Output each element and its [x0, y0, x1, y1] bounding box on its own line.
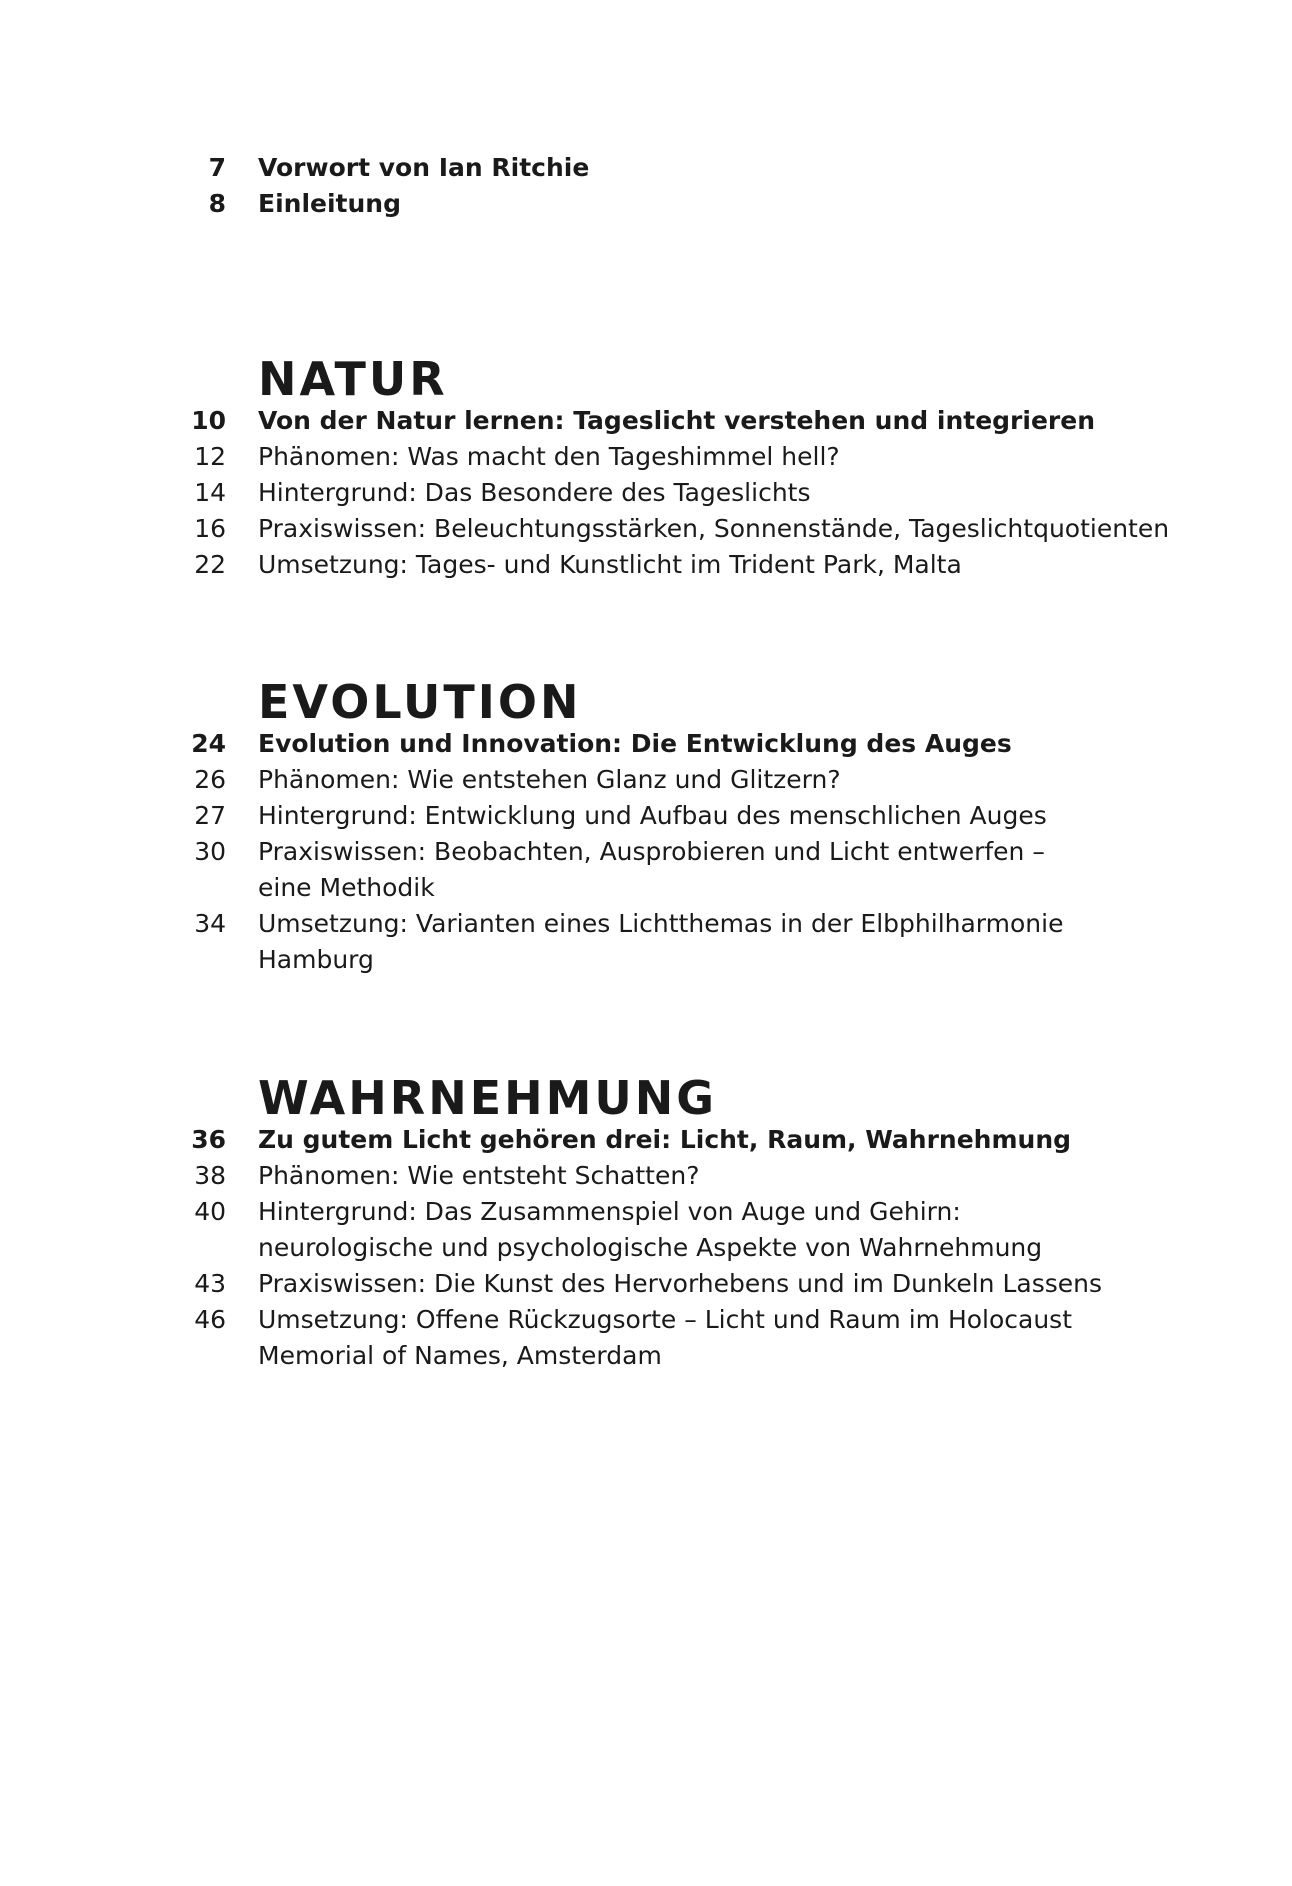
section-entries-natur: [180, 403, 1180, 583]
entry-title: Hintergrund: Das Besondere des Tageslichts: [258, 478, 811, 507]
entry-title: [258, 834, 1180, 906]
entry-title: Phänomen: Wie entsteht Schatten?: [258, 1161, 700, 1190]
entry-title-line: Hintergrund: Das Zusammenspiel von Auge und Gehirn:: [258, 1197, 961, 1226]
page-number: 27: [194, 801, 226, 830]
toc-entry[interactable]: [180, 511, 1180, 547]
toc-entry[interactable]: [180, 1266, 1180, 1302]
entry-title: Praxiswissen: Beleuchtungsstärken, Sonnenstände, Tageslichtquotienten: [258, 514, 1170, 543]
section-heading-natur: NATUR: [258, 352, 448, 406]
entry-title: Evolution und Innovation: Die Entwicklung des Auges: [258, 729, 1012, 758]
page-number: 46: [194, 1305, 226, 1334]
entry-title: Vorwort von Ian Ritchie: [258, 153, 590, 182]
page-number: 26: [194, 765, 226, 794]
page-number: 12: [194, 442, 226, 471]
page-number: 14: [194, 478, 226, 507]
page-number: 8: [208, 189, 226, 218]
toc-entry[interactable]: [180, 439, 1180, 475]
entry-title: Praxiswissen: Die Kunst des Hervorhebens und im Dunkeln Lassens: [258, 1269, 1103, 1298]
section-entries-wahrnehmung: [180, 1122, 1180, 1374]
entry-title-line: Praxiswissen: Beobachten, Ausprobieren und Licht entwerfen –: [258, 837, 1045, 866]
entry-title-line: Hamburg: [258, 945, 374, 974]
page-number: 24: [191, 729, 226, 758]
page-number: 16: [194, 514, 226, 543]
page-number: 36: [191, 1125, 226, 1154]
entry-title: Zu gutem Licht gehören drei: Licht, Raum, Wahrnehmung: [258, 1125, 1072, 1154]
entry-title: Von der Natur lernen: Tageslicht verstehen und integrieren: [258, 406, 1095, 435]
toc-entry[interactable]: [180, 1302, 1180, 1374]
toc-entry[interactable]: [180, 762, 1180, 798]
toc-entry[interactable]: [180, 726, 1180, 762]
toc-entry[interactable]: [180, 906, 1180, 978]
toc-entry[interactable]: [180, 1122, 1180, 1158]
intro-entries: [180, 150, 1180, 222]
page-number: 38: [194, 1161, 226, 1190]
page-number: 30: [194, 837, 226, 866]
toc-entry[interactable]: [180, 475, 1180, 511]
entry-title: [258, 906, 1180, 978]
toc-entry[interactable]: [180, 403, 1180, 439]
toc-entry[interactable]: [180, 547, 1180, 583]
toc-entry[interactable]: [180, 798, 1180, 834]
toc-entry[interactable]: [180, 150, 1180, 186]
page-number: 43: [194, 1269, 226, 1298]
page-number: 22: [194, 550, 226, 579]
page-number: 40: [194, 1197, 226, 1226]
section-heading-evolution: EVOLUTION: [258, 675, 582, 729]
entry-title-line: eine Methodik: [258, 873, 435, 902]
entry-title: Umsetzung: Tages- und Kunstlicht im Trident Park, Malta: [258, 550, 962, 579]
entry-title-line: Umsetzung: Offene Rückzugsorte – Licht und Raum im Holocaust: [258, 1305, 1073, 1334]
page-number: 10: [191, 406, 226, 435]
entry-title-line: Umsetzung: Varianten eines Lichtthemas in der Elbphilharmonie: [258, 909, 1064, 938]
entry-title-line: Memorial of Names, Amsterdam: [258, 1341, 662, 1370]
entry-title: Phänomen: Was macht den Tageshimmel hell?: [258, 442, 840, 471]
toc-entry[interactable]: [180, 186, 1180, 222]
section-heading-wahrnehmung: WAHRNEHMUNG: [258, 1071, 717, 1125]
entry-title: Einleitung: [258, 189, 401, 218]
section-entries-evolution: [180, 726, 1180, 978]
entry-title: Phänomen: Wie entstehen Glanz und Glitzern?: [258, 765, 841, 794]
entry-title: [258, 1302, 1180, 1374]
entry-title: Hintergrund: Entwicklung und Aufbau des menschlichen Auges: [258, 801, 1047, 830]
page-number: 34: [194, 909, 226, 938]
entry-title-line: neurologische und psychologische Aspekte von Wahrnehmung: [258, 1233, 1043, 1262]
toc-entry[interactable]: [180, 1194, 1180, 1266]
page-number: 7: [208, 153, 226, 182]
entry-title: [258, 1194, 1180, 1266]
toc-entry[interactable]: [180, 1158, 1180, 1194]
toc-entry[interactable]: [180, 834, 1180, 906]
